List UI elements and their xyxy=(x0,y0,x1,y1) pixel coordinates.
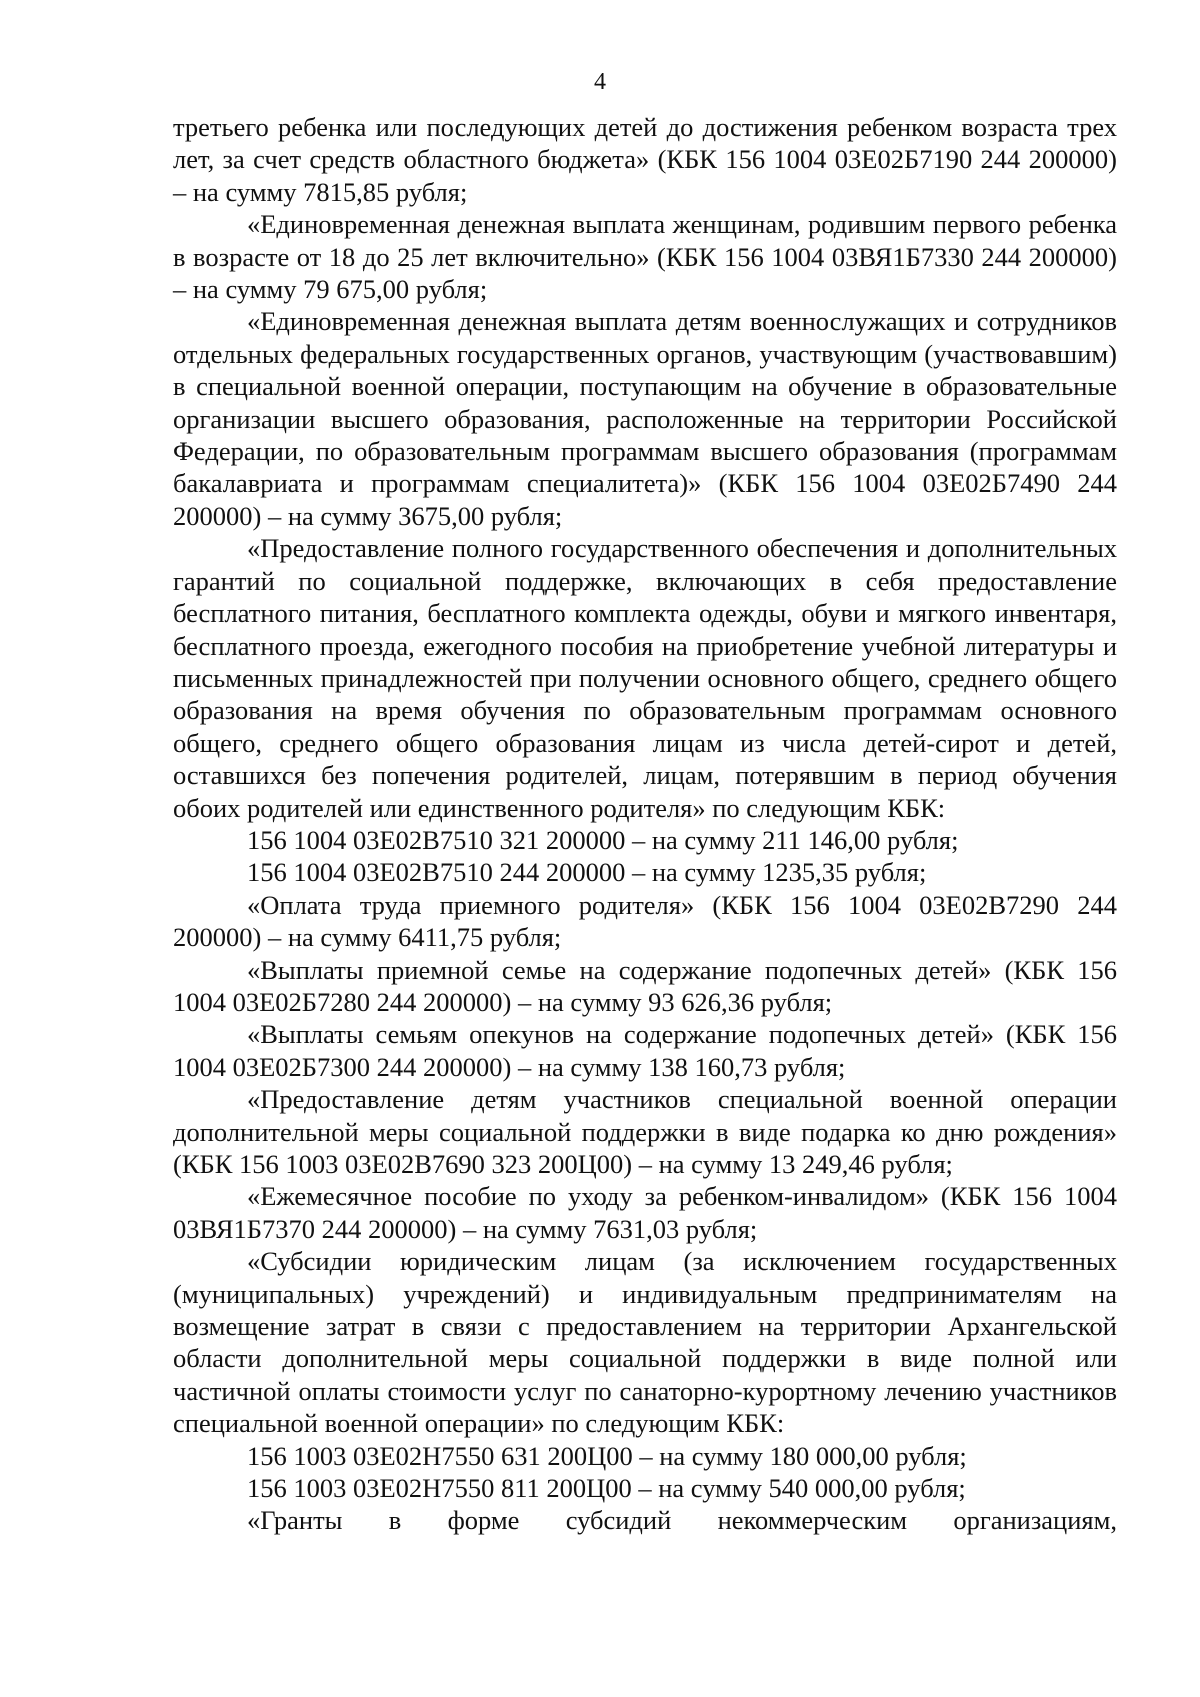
paragraph-subsidies-legal-entities: «Субсидии юридическим лицам (за исключением государственных (муниципальных) учреждений) и индивидуальным предпринимателям на возмещение затрат в связи с предоставлением на территории Архангельской области дополнительной меры социальной поддержки в виде полной или частичной оплаты стоимости услуг по санаторно-курортному лечению участников специальной военной операции» по следующим КБК: xyxy=(173,1246,1117,1439)
kbk-line: 156 1003 03Е02Н7550 631 200Ц00 – на сумму 180 000,00 рубля; xyxy=(247,1440,967,1471)
paragraph-guardian-payments: «Выплаты семьям опекунов на содержание подопечных детей» (КБК 156 1004 03Е02Б7300 244 200000) – на сумму 138 160,73 рубля; xyxy=(173,1019,1117,1082)
paragraph-one-time-payment-women: «Единовременная денежная выплата женщинам, родившим первого ребенка в возрасте от 18 до 25 лет включительно» (КБК 156 1004 03ВЯ1Б7330 244 200000) – на сумму 79 675,00 рубля; xyxy=(173,209,1117,305)
kbk-line: 156 1004 03Е02В7510 244 200000 – на сумму 1235,35 рубля; xyxy=(247,857,927,888)
page-number: 4 xyxy=(594,69,606,95)
paragraph-one-time-payment-military-children: «Единовременная денежная выплата детям военнослужащих и сотрудников отдельных федеральных государственных органов, участвующим (участвовавшим) в специальной военной операции, поступающим на обучение в образовательные организации высшего образования, расположенные на территории Российской Федерации, по образовательным программам высшего образования (программам бакалавриата и программам специалитета)» (КБК 156 1004 03Е02Б7490 244 200000) – на сумму 3675,00 рубля; xyxy=(173,306,1117,531)
paragraph-foster-family-payments: «Выплаты приемной семье на содержание подопечных детей» (КБК 156 1004 03Е02Б7280 244 200000) – на сумму 93 626,36 рубля; xyxy=(173,954,1117,1017)
kbk-line: 156 1003 03Е02Н7550 811 200Ц00 – на сумму 540 000,00 рубля; xyxy=(247,1473,966,1504)
paragraph-continuation: третьего ребенка или последующих детей до достижения ребенком возраста трех лет, за счет средств областного бюджета» (КБК 156 1004 03Е02Б7190 244 200000) – на сумму 7815,85 рубля; xyxy=(173,112,1117,207)
paragraph-disabled-child-allowance: «Ежемесячное пособие по уходу за ребенком-инвалидом» (КБК 156 1004 03ВЯ1Б7370 244 200000) – на сумму 7631,03 рубля; xyxy=(173,1181,1117,1244)
document-body xyxy=(173,111,1117,1537)
paragraph-state-support-orphans: «Предоставление полного государственного обеспечения и дополнительных гарантий по социальной поддержке, включающих в себя предоставление бесплатного питания, бесплатного комплекта одежды, обуви и мягкого инвентаря, бесплатного проезда, ежегодного пособия на приобретение учебной литературы и письменных принадлежностей при получении основного общего, среднего общего образования на время обучения по образовательным программам основного общего, среднего общего образования лицам из числа детей-сирот и детей, оставшихся без попечения родителей, лицам, потерявшим в период обучения обоих родителей или единственного родителя» по следующим КБК: xyxy=(173,533,1117,823)
paragraph-birthday-gift: «Предоставление детям участников специальной военной операции дополнительной меры социальной поддержки в виде подарка ко дню рождения» (КБК 156 1003 03Е02В7690 323 200Ц00) – на сумму 13 249,46 рубля; xyxy=(173,1084,1117,1179)
kbk-line: 156 1004 03Е02В7510 321 200000 – на сумму 211 146,00 рубля; xyxy=(247,824,959,855)
paragraph-grants: «Гранты в форме субсидий некоммерческим организациям, xyxy=(247,1505,1117,1536)
paragraph-foster-parent-pay: «Оплата труда приемного родителя» (КБК 156 1004 03Е02В7290 244 200000) – на сумму 6411,75 рубля; xyxy=(173,889,1117,953)
